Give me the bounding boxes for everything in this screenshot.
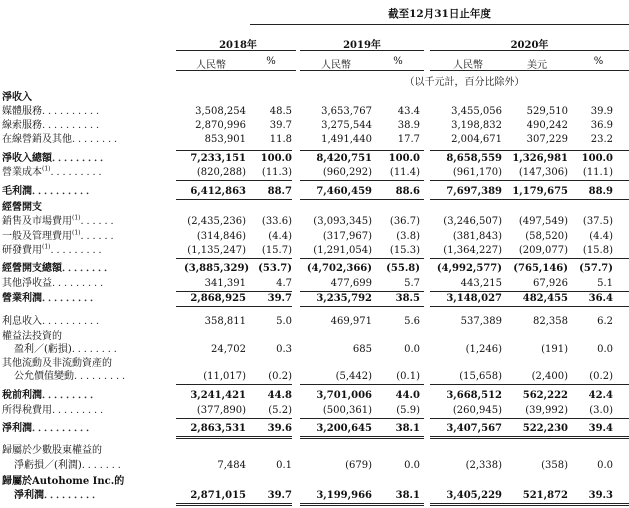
cell-value: 100.0 (260, 153, 292, 164)
cell-value: 3,199,966 (316, 490, 372, 501)
total-rule (300, 306, 424, 307)
total-rule (176, 384, 292, 385)
cell-value: (765,146) (513, 263, 568, 274)
total-rule (300, 436, 424, 437)
cell-value: (1,291,054) (313, 245, 372, 256)
cell-value: 3,668,512 (446, 390, 502, 401)
table-row (0, 202, 629, 214)
total-rule (176, 436, 292, 437)
cell-value: (37.5) (582, 216, 613, 227)
year-rule-2020 (430, 50, 629, 51)
table-row (0, 106, 629, 118)
cell-value: (15.7) (261, 245, 292, 256)
cell-value: (15,658) (459, 371, 502, 382)
cell-value: 7,233,151 (190, 153, 246, 164)
footnote-marker: (1) (72, 214, 81, 222)
cell-value: 358,811 (204, 316, 246, 327)
currency-2019-pct: % (393, 56, 403, 67)
cell-value: 2,870,996 (195, 120, 246, 131)
cell-value: (57.7) (579, 263, 613, 274)
cell-value: (4,992,577) (436, 263, 502, 274)
table-row (0, 231, 629, 243)
double-total-rule (430, 505, 629, 506)
cell-value: 3,148,027 (446, 293, 502, 304)
cell-value: 0.1 (276, 460, 292, 471)
currency-rule-2018 (176, 70, 296, 71)
cell-value: (381,843) (452, 231, 502, 242)
table-row (0, 278, 629, 290)
total-rule (176, 503, 292, 504)
row-label: 經營開支 (2, 202, 42, 213)
total-rule (300, 180, 424, 181)
cell-value: (377,890) (196, 405, 246, 416)
row-label: 研發費用$^{(1)}$．．．．．．．．． (2, 243, 110, 256)
cell-value: 537,389 (460, 316, 502, 327)
currency-2019-rmb: 人民幣 (321, 60, 351, 71)
total-rule (430, 436, 629, 437)
cell-value: (4.4) (268, 231, 292, 242)
row-label: 經營開支總額．．．．．．．． (2, 263, 115, 274)
total-rule (430, 306, 629, 307)
row-label: 淨虧損／(利潤)．．．．．．． (14, 460, 129, 471)
row-label: 營業成本$^{(1)}$．．．．．．．．． (2, 165, 110, 178)
row-label: 權益法投資的 (2, 331, 62, 342)
year-rule-2019 (300, 50, 424, 51)
cell-value: (3,885,329) (184, 263, 250, 274)
table-row (0, 245, 629, 257)
cell-value: 0.0 (597, 344, 613, 355)
year-rule-2018 (176, 50, 296, 51)
cell-value: (0.2) (268, 371, 292, 382)
cell-value: 521,872 (522, 490, 568, 501)
cell-value: 2,004,671 (451, 134, 502, 145)
cell-value: 3,508,254 (195, 106, 246, 117)
cell-value: (147,306) (518, 167, 568, 178)
cell-value: (5.9) (396, 405, 420, 416)
cell-value: (209,077) (518, 245, 568, 256)
table-row (0, 445, 629, 457)
row-label: 媒體服務．．．．．．．．．． (2, 106, 107, 117)
cell-value: 1,491,440 (321, 134, 372, 145)
cell-value: 23.2 (590, 134, 613, 145)
cell-value: (2,338) (465, 460, 502, 471)
cell-value: 6,412,863 (190, 186, 246, 197)
table-row (0, 405, 629, 417)
cell-value: (5,442) (335, 371, 372, 382)
cell-value: 522,230 (522, 423, 568, 434)
table-row (0, 153, 629, 165)
cell-value: (4,702,366) (306, 263, 372, 274)
cell-value: 469,971 (330, 316, 372, 327)
row-label: 其他流動及非流動資產的 (2, 358, 112, 369)
table-row (0, 476, 629, 488)
cell-value: 88.9 (588, 186, 613, 197)
row-label: 一般及管理費用$^{(1)}$．．．．．． (2, 229, 122, 242)
cell-value: 7,484 (217, 460, 246, 471)
subtotal-rule (430, 150, 629, 151)
cell-value: (0.1) (396, 371, 420, 382)
cell-value: 0.3 (276, 344, 292, 355)
total-rule (430, 180, 629, 181)
table-row (0, 216, 629, 228)
cell-value: (11.3) (261, 167, 292, 178)
cell-value: 44.8 (267, 390, 292, 401)
row-label: 淨利潤．．．．．．．．．． (2, 423, 97, 434)
cell-value: 685 (352, 344, 372, 355)
cell-value: 3,235,792 (316, 293, 372, 304)
total-rule (430, 384, 629, 385)
double-total-rule (176, 505, 292, 506)
cell-value: (36.7) (389, 216, 420, 227)
year-2020: 2020年 (510, 40, 549, 51)
cell-value: (358) (541, 460, 568, 471)
cell-value: (961,170) (452, 167, 502, 178)
currency-2020-rmb: 人民幣 (453, 60, 483, 71)
cell-value: (0.2) (589, 371, 613, 382)
cell-value: 36.9 (590, 120, 613, 131)
cell-value: 38.1 (395, 490, 420, 501)
cell-value: 0.0 (404, 460, 420, 471)
cell-value: 477,699 (330, 278, 372, 289)
cell-value: 5.0 (276, 316, 292, 327)
cell-value: (15.8) (582, 245, 613, 256)
total-rule (300, 418, 424, 419)
row-label: 毛利潤．．．．．．．．．． (2, 186, 97, 197)
total-rule (176, 199, 292, 200)
footnote-marker: (1) (42, 243, 51, 251)
currency-2020-usd: 美元 (527, 60, 547, 71)
subtotal-rule (300, 150, 424, 151)
total-rule (300, 291, 424, 292)
cell-value: (191) (541, 344, 568, 355)
total-rule (430, 418, 629, 419)
total-rule (300, 199, 424, 200)
cell-value: (500,361) (322, 405, 372, 416)
row-label: 淨利潤．．．．．．．．． (14, 490, 103, 501)
cell-value: 24,702 (211, 344, 246, 355)
cell-value: 38.9 (397, 120, 420, 131)
year-2019: 2019年 (343, 40, 381, 51)
cell-value: 43.4 (397, 106, 420, 117)
table-row (0, 316, 629, 328)
table-row (0, 92, 629, 104)
double-total-rule (300, 505, 424, 506)
double-total-rule (300, 438, 424, 439)
double-total-rule (430, 438, 629, 439)
total-rule (430, 503, 629, 504)
cell-value: 3,407,567 (446, 423, 502, 434)
cell-value: 39.4 (588, 423, 613, 434)
cell-value: 3,275,544 (321, 120, 372, 131)
cell-value: 39.9 (590, 106, 613, 117)
cell-value: 82,358 (533, 316, 568, 327)
cell-value: (39,992) (525, 405, 568, 416)
cell-value: 38.5 (395, 293, 420, 304)
row-label: 所得稅費用．．．．．．．．． (2, 405, 111, 416)
currency-rule-2019 (300, 70, 424, 71)
total-rule (176, 258, 292, 259)
row-label: 歸屬於Autohome Inc.的 (2, 476, 125, 487)
currency-rule-2020 (430, 70, 629, 71)
total-rule (300, 258, 424, 259)
cell-value: (679) (345, 460, 372, 471)
cell-value: (58,520) (525, 231, 568, 242)
cell-value: 3,653,767 (321, 106, 372, 117)
cell-value: 490,242 (526, 120, 568, 131)
cell-value: (1,246) (465, 344, 502, 355)
table-row (0, 371, 629, 383)
cell-value: 7,460,459 (316, 186, 372, 197)
cell-value: 529,510 (526, 106, 568, 117)
table-row (0, 390, 629, 402)
row-label: 營業利潤．．．．．．．．． (2, 293, 101, 304)
cell-value: 3,198,832 (451, 120, 502, 131)
row-label: 稅前利潤．．．．．．．．． (2, 390, 101, 401)
cell-value: 3,241,421 (190, 390, 246, 401)
cell-value: 1,326,981 (512, 153, 568, 164)
cell-value: (260,945) (452, 405, 502, 416)
cell-value: 39.3 (588, 490, 613, 501)
row-label: 線索服務．．．．．．．．．． (2, 120, 107, 131)
table-row (0, 186, 629, 198)
cell-value: 42.4 (588, 390, 613, 401)
cell-value: (11.1) (582, 167, 613, 178)
row-label: 銷售及市場費用$^{(1)}$．．．．．． (2, 214, 122, 227)
total-rule (430, 199, 629, 200)
cell-value: 4.7 (276, 278, 292, 289)
total-rule (430, 291, 629, 292)
cell-value: 5.7 (404, 278, 420, 289)
cell-value: 8,420,751 (316, 153, 372, 164)
cell-value: 3,701,006 (316, 390, 372, 401)
year-2018: 2018年 (219, 40, 257, 51)
table-row (0, 460, 629, 472)
cell-value: (11,017) (203, 371, 246, 382)
cell-value: 8,658,559 (446, 153, 502, 164)
cell-value: 17.7 (397, 134, 420, 145)
cell-value: 100.0 (388, 153, 420, 164)
cell-value: 88.6 (395, 186, 420, 197)
cell-value: (314,846) (196, 231, 246, 242)
footnote-marker: (1) (42, 165, 51, 173)
cell-value: (4.4) (589, 231, 613, 242)
row-label: 其他淨收益．．．．．．．．． (2, 278, 111, 289)
cell-value: (3,093,345) (313, 216, 372, 227)
cell-value: (53.7) (258, 263, 292, 274)
cell-value: 2,868,925 (190, 293, 246, 304)
cell-value: 307,229 (526, 134, 568, 145)
cell-value: (55.8) (386, 263, 420, 274)
cell-value: 0.0 (404, 344, 420, 355)
cell-value: 100.0 (581, 153, 613, 164)
row-label: 在線營銷及其他．．．．．．．． (2, 134, 125, 145)
cell-value: (15.3) (389, 245, 420, 256)
cell-value: 39.7 (267, 293, 292, 304)
row-label: 歸屬於少數股東權益的 (2, 445, 102, 456)
table-row (0, 490, 629, 502)
cell-value: 39.7 (269, 120, 292, 131)
table-row (0, 293, 629, 305)
row-label: 淨收入 (2, 92, 32, 103)
cell-value: 39.6 (267, 423, 292, 434)
row-label: 盈利／(虧損)．．．．．．．． (14, 344, 125, 355)
cell-value: 88.7 (267, 186, 292, 197)
cell-value: (3.8) (396, 231, 420, 242)
cell-value: 36.4 (588, 293, 613, 304)
cell-value: (1,135,247) (187, 245, 246, 256)
cell-value: (317,967) (322, 231, 372, 242)
table-row (0, 344, 629, 356)
cell-value: (960,292) (322, 167, 372, 178)
table-row (0, 331, 629, 343)
cell-value: 0.0 (597, 460, 613, 471)
cell-value: (820,288) (196, 167, 246, 178)
row-label: 公允價值變動．．．．．．．．． (14, 371, 133, 382)
total-rule (300, 503, 424, 504)
cell-value: (33.6) (261, 216, 292, 227)
cell-value: (3,246,507) (443, 216, 502, 227)
table-row (0, 167, 629, 179)
cell-value: (2,400) (531, 371, 568, 382)
cell-value: 48.5 (269, 106, 292, 117)
cell-value: 38.1 (395, 423, 420, 434)
total-rule (176, 306, 292, 307)
header-rule (250, 24, 629, 25)
total-rule (176, 418, 292, 419)
cell-value: (5.2) (268, 405, 292, 416)
cell-value: 562,222 (522, 390, 568, 401)
cell-value: 3,200,645 (316, 423, 372, 434)
units-note: （以千元計，百分比除外） (404, 77, 525, 88)
cell-value: 39.7 (267, 490, 292, 501)
table-row (0, 263, 629, 275)
cell-value: 2,871,015 (190, 490, 246, 501)
cell-value: 1,179,675 (512, 186, 568, 197)
currency-2020-pct: % (593, 56, 604, 67)
cell-value: 3,455,056 (451, 106, 502, 117)
currency-2018-pct: % (266, 56, 276, 67)
cell-value: 5.1 (597, 278, 613, 289)
double-total-rule (176, 438, 292, 439)
cell-value: 3,405,229 (446, 490, 502, 501)
cell-value: 443,215 (460, 278, 502, 289)
total-rule (176, 291, 292, 292)
total-rule (300, 384, 424, 385)
cell-value: (2,435,236) (187, 216, 246, 227)
table-row (0, 358, 629, 370)
cell-value: 2,863,531 (190, 423, 246, 434)
cell-value: 341,391 (204, 278, 246, 289)
table-row (0, 134, 629, 146)
total-rule (176, 180, 292, 181)
cell-value: (1,364,227) (443, 245, 502, 256)
cell-value: 7,697,389 (446, 186, 502, 197)
currency-2018-rmb: 人民幣 (196, 60, 226, 71)
footnote-marker: (1) (72, 229, 81, 237)
cell-value: 482,455 (522, 293, 568, 304)
cell-value: 44.0 (395, 390, 420, 401)
period-header: 截至12月31日止年度 (388, 8, 491, 20)
subtotal-rule (176, 150, 292, 151)
row-label: 淨收入總額．．．．．．．．． (2, 153, 111, 164)
cell-value: (497,549) (518, 216, 568, 227)
cell-value: 67,926 (533, 278, 568, 289)
table-row (0, 423, 629, 435)
cell-value: 5.6 (404, 316, 420, 327)
row-label: 利息收入．．．．．．．．．． (2, 316, 107, 327)
cell-value: 6.2 (597, 316, 613, 327)
cell-value: 11.8 (269, 134, 292, 145)
table-row (0, 120, 629, 132)
cell-value: (3.0) (589, 405, 613, 416)
total-rule (430, 258, 629, 259)
cell-value: 853,901 (204, 134, 246, 145)
cell-value: (11.4) (389, 167, 420, 178)
